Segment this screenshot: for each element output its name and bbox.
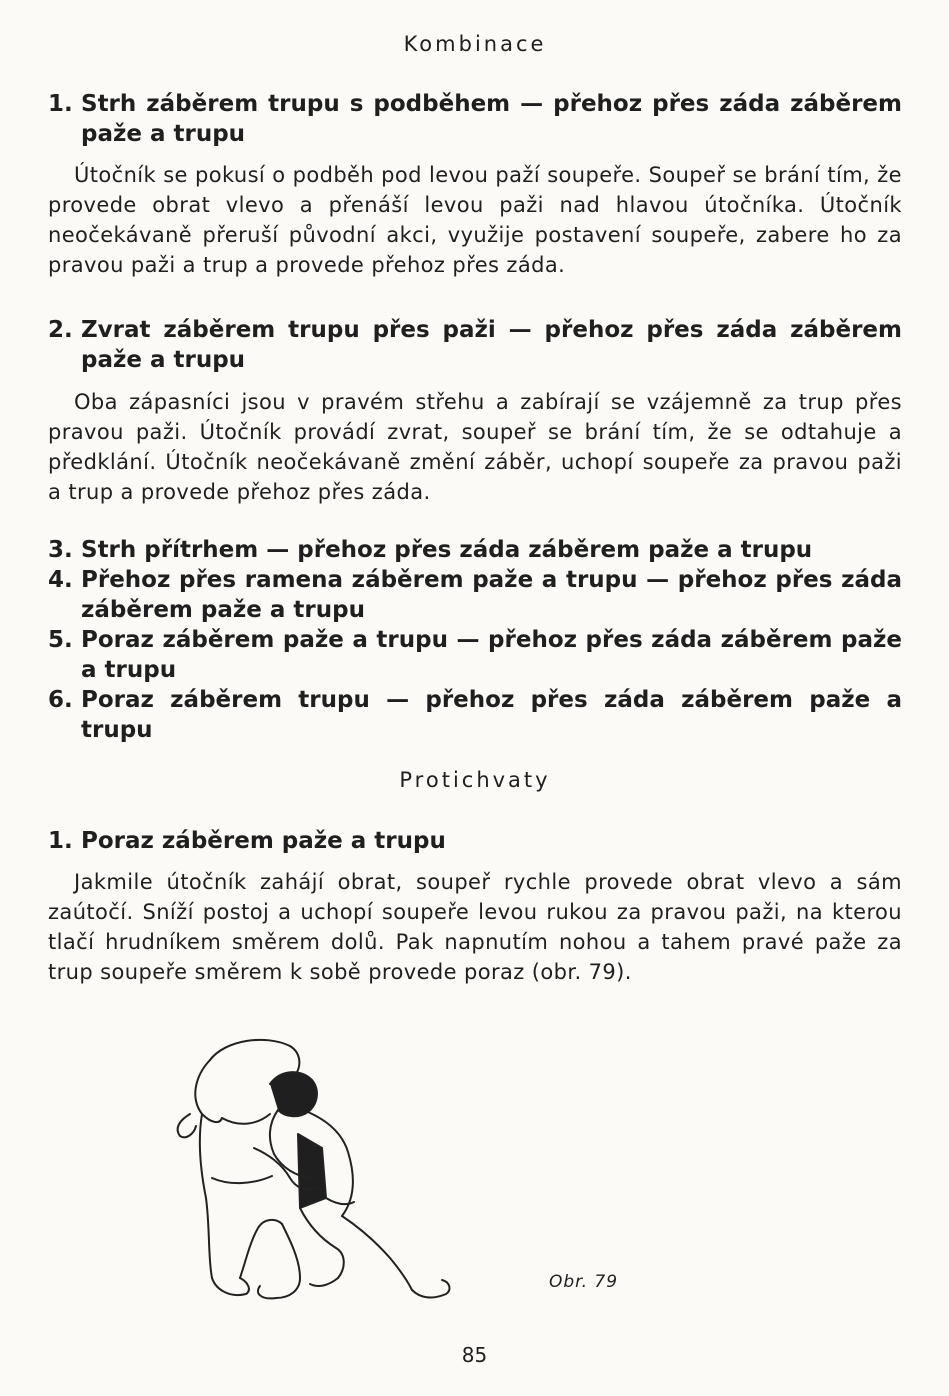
protichvaty-item-1-text: Jakmile útočník zahájí obrat, soupeř rychle provede obrat vlevo a sám zaútočí. Sníží postoj a uchopí soupeře levou rukou za pravou paži, na kterou tlačí hrudníkem směrem dolů. Pak napnutím nohou a tahem pravé paže za trup soupeře směrem k sobě provede poraz (obr. 79).	[48, 870, 902, 984]
item-number: 1.	[48, 91, 73, 117]
item-number: 2.	[48, 317, 73, 343]
kombinace-item-6-heading	[48, 685, 902, 745]
item-title: Poraz záběrem paže a trupu	[81, 828, 446, 854]
figure-caption: Obr. 79	[549, 1272, 619, 1292]
protichvaty-item-1-heading	[48, 826, 902, 856]
kombinace-item-1-heading	[48, 89, 902, 149]
kombinace-item-1-text: Útočník se pokusí o podběh pod levou paží soupeře. Soupeř se brání tím, že provede obrat vlevo a přenáší levou paži nad hlavou útočníka. Útočník neočekávaně přeruší původní akci, využije postavení soupeře, zabere ho za pravou paži a trup a provede přehoz přes záda.	[48, 163, 902, 277]
item-number: 1.	[48, 828, 73, 854]
kombinace-item-4-heading	[48, 565, 902, 625]
page-number: 85	[461, 1343, 488, 1367]
item-number: 6.	[48, 687, 73, 713]
section-title-protichvaty: Protichvaty	[399, 768, 551, 792]
item-title: Poraz záběrem trupu — přehoz přes záda záběrem paže a trupu	[81, 687, 902, 743]
section-title-kombinace: Kombinace	[403, 32, 547, 56]
kombinace-item-2-heading	[48, 315, 902, 375]
kombinace-item-3-heading	[48, 535, 902, 565]
item-number: 3.	[48, 537, 73, 563]
wrestlers-illustration	[150, 1028, 480, 1310]
item-number: 4.	[48, 567, 73, 593]
kombinace-item-2-text: Oba zápasníci jsou v pravém střehu a zabírají se vzájemně za trup přes pravou paži. Útočník provádí zvrat, soupeř se brání tím, že se odtahuje a předklání. Útočník neočekávaně změní záběr, uchopí soupeře za pravou paži a trup a provede přehoz přes záda.	[48, 390, 902, 504]
item-title: Poraz záběrem paže a trupu — přehoz přes záda záběrem paže a trupu	[81, 627, 902, 683]
kombinace-item-5-heading	[48, 625, 902, 685]
item-title: Zvrat záběrem trupu přes paži — přehoz přes záda záběrem paže a trupu	[81, 317, 902, 373]
item-title: Strh přítrhem — přehoz přes záda záběrem paže a trupu	[81, 537, 813, 563]
item-title: Strh záběrem trupu s podběhem — přehoz přes záda záběrem paže a trupu	[81, 91, 902, 147]
item-number: 5.	[48, 627, 73, 653]
item-title: Přehoz přes ramena záběrem paže a trupu — přehoz přes záda záběrem paže a trupu	[81, 567, 902, 623]
